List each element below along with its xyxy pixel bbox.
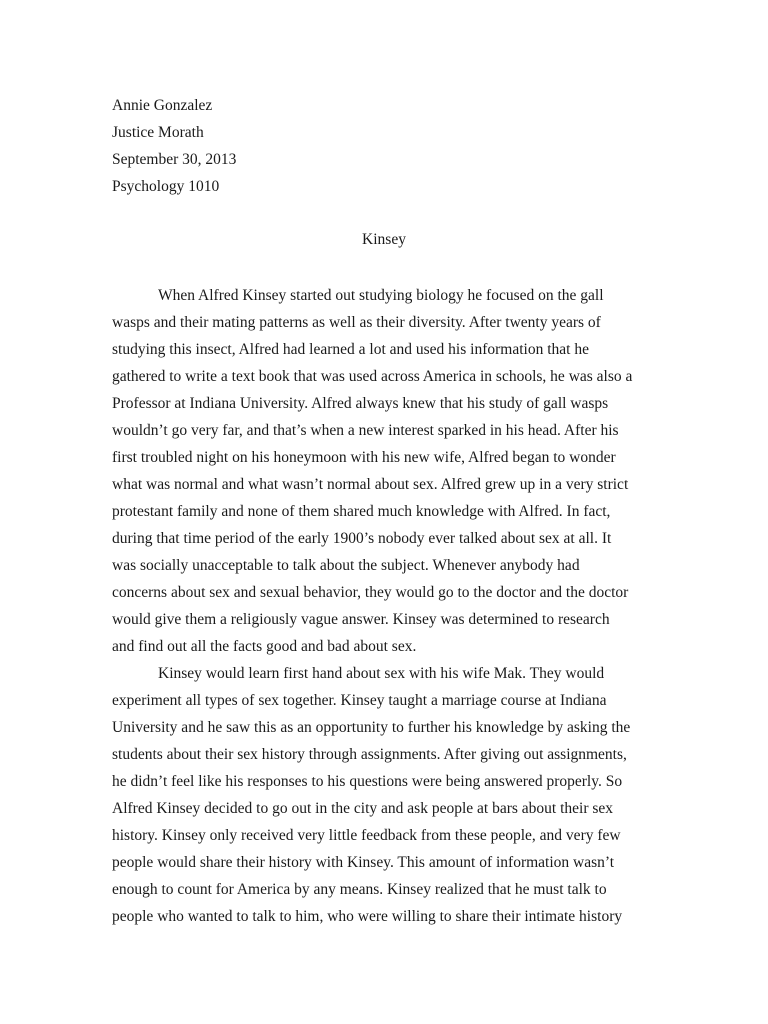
paragraph-1-line: studying this insect, Alfred had learned a lot and used his information that he (112, 341, 589, 358)
paragraph-1-line: When Alfred Kinsey started out studying biology he focused on the gall (158, 287, 604, 304)
paragraph-1-line: first troubled night on his honeymoon with his new wife, Alfred began to wonder (112, 449, 616, 466)
paragraph-1-line: Professor at Indiana University. Alfred always knew that his study of gall wasps (112, 395, 609, 412)
paragraph-2-line: people would share their history with Kinsey. This amount of information wasn’t (112, 854, 615, 871)
paragraph-1-line: during that time period of the early 1900’s nobody ever talked about sex at all. It (112, 530, 612, 547)
paragraph-1-line: gathered to write a text book that was used across America in schools, he was also a (112, 368, 633, 385)
paragraph-1-line: and find out all the facts good and bad about sex. (112, 638, 417, 655)
paragraph-1-line: what was normal and what wasn’t normal about sex. Alfred grew up in a very strict (112, 476, 629, 493)
paragraph-2-line: enough to count for America by any means. Kinsey realized that he must talk to (112, 881, 607, 898)
essay-date: September 30, 2013 (112, 151, 237, 168)
paragraph-2-line: he didn’t feel like his responses to his questions were being answered properly. So (112, 773, 623, 790)
author-name: Annie Gonzalez (112, 97, 213, 114)
essay-body (112, 282, 652, 930)
essay-title: Kinsey (362, 231, 406, 248)
course-name: Psychology 1010 (112, 178, 220, 195)
paragraph-2-line: University and he saw this as an opportunity to further his knowledge by asking the (112, 719, 631, 736)
paragraph-1-line: would give them a religiously vague answer. Kinsey was determined to research (112, 611, 610, 628)
paragraph-2-line: Alfred Kinsey decided to go out in the city and ask people at bars about their sex (112, 800, 614, 817)
paragraph-1-line: wasps and their mating patterns as well as their diversity. After twenty years of (112, 314, 601, 331)
essay-header (112, 92, 236, 200)
instructor-name: Justice Morath (112, 124, 204, 141)
paragraph-1-line: wouldn’t go very far, and that’s when a new interest sparked in his head. After his (112, 422, 619, 439)
paragraph-2-line: students about their sex history through assignments. After giving out assignments, (112, 746, 627, 763)
paragraph-1-line: was socially unacceptable to talk about the subject. Whenever anybody had (112, 557, 580, 574)
paragraph-1-line: concerns about sex and sexual behavior, they would go to the doctor and the doctor (112, 584, 629, 601)
paragraph-2-line: experiment all types of sex together. Kinsey taught a marriage course at Indiana (112, 692, 607, 709)
paragraph-1-line: protestant family and none of them shared much knowledge with Alfred. In fact, (112, 503, 611, 520)
paragraph-2-line: history. Kinsey only received very little feedback from these people, and very few (112, 827, 621, 844)
paragraph-2-line: Kinsey would learn first hand about sex with his wife Mak. They would (158, 665, 605, 682)
paragraph-2-line: people who wanted to talk to him, who were willing to share their intimate history (112, 908, 623, 925)
